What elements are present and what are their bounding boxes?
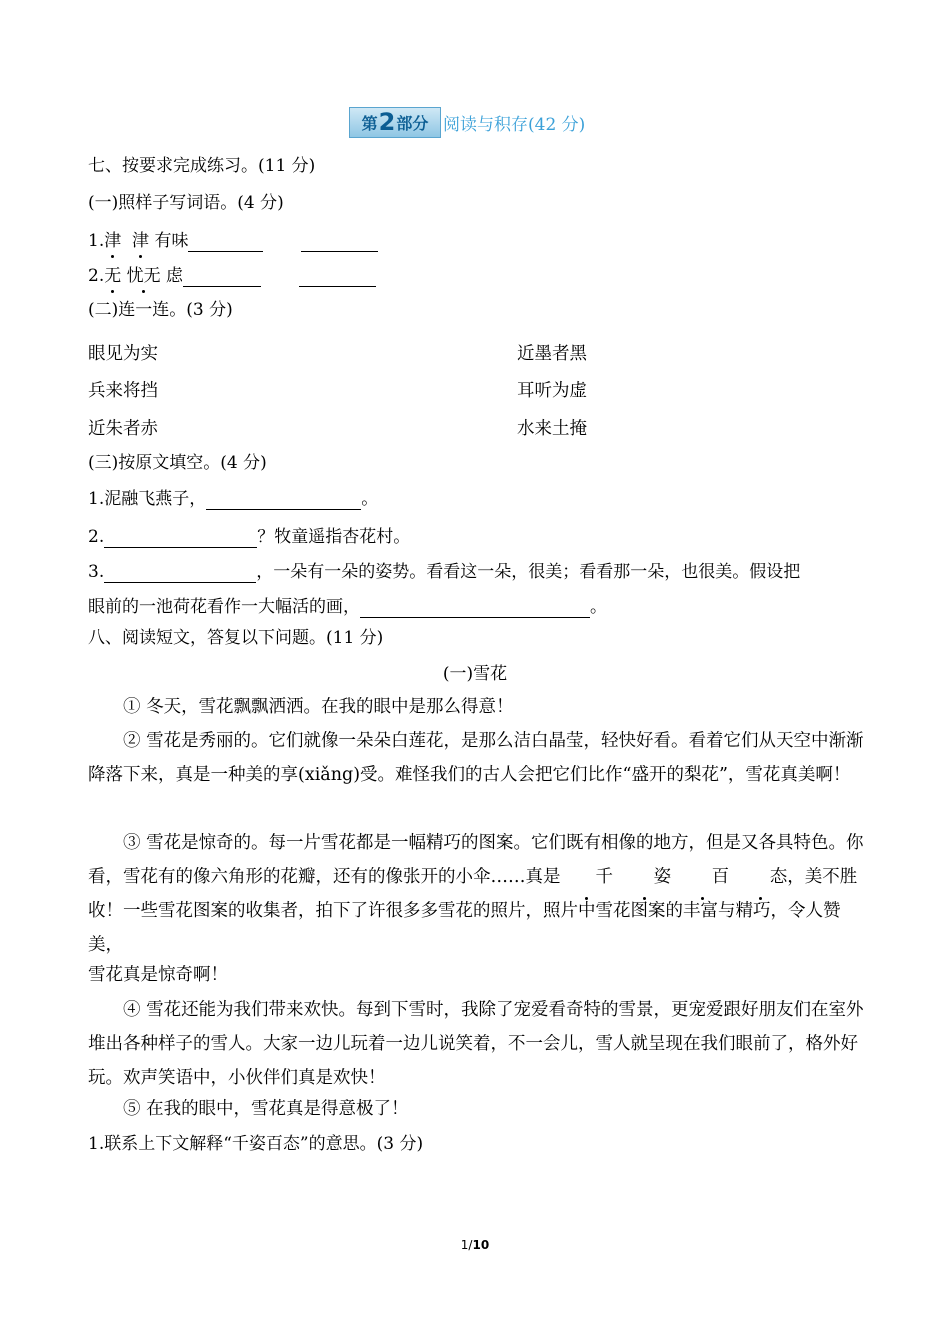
passage-paragraph-3-end: 雪花真是惊奇啊！ — [88, 965, 228, 985]
sub-3-title: (三)按原文填空。(4 分) — [88, 453, 267, 473]
badge-pre: 第 — [361, 113, 378, 133]
answer-blank[interactable] — [104, 529, 257, 548]
answer-blank[interactable] — [104, 564, 256, 583]
passage-paragraph-2: ② 雪花是秀丽的。它们就像一朵朵白莲花，是那么洁白晶莹，轻快好看。看着它们从天空中渐渐降落下来，真是一种美的享(xiǎng)受。难怪我们的古人会把它们比作“盛开的梨花”，雪花真美啊！ — [88, 731, 864, 785]
match-left-item[interactable]: 眼见为实 — [88, 344, 158, 364]
fill-question-1: 1.泥融飞燕子， 。 — [88, 489, 379, 509]
match-right-item[interactable]: 近墨者黑 — [517, 344, 587, 364]
fill-question-2: 2. ？牧童遥指杏花村。 — [88, 527, 411, 547]
passage-paragraph-3: ③ 雪花是惊奇的。每一片雪花都是一幅精巧的图案。它们既有相像的地方，但是又各具特色。你看，雪花有的像六角形的花瓣，还有的像张开的小伞……真是 千 姿 百 态，美不胜收！一些雪花图案的收集者，拍下了许很多多雪花的照片，照片中雪花图案的丰富与精巧，令人赞美， — [88, 833, 864, 955]
answer-blank[interactable] — [301, 233, 378, 252]
section-8-title: 八、阅读短文，答复以下问题。(11 分) — [88, 628, 384, 648]
word-question-2: 2.无 忧无 虑 — [88, 265, 376, 287]
badge-number: 2 — [378, 108, 396, 136]
match-left-item[interactable]: 兵来将挡 — [88, 381, 158, 401]
match-left-item[interactable]: 近朱者赤 — [88, 419, 158, 439]
passage-paragraph-1: ① 冬天，雪花飘飘洒洒。在我的眼中是那么得意！ — [123, 697, 514, 717]
passage-paragraph-4: ④ 雪花还能为我们带来欢快。每到下雪时，我除了宠爱看奇特的雪景，更宠爱跟好朋友们在室外堆出各种样子的雪人。大家一边儿玩着一边儿说笑着，不一会儿，雪人就呈现在我们眼前了，格外好玩。欢声笑语中，小伙伴们真是欢快！ — [88, 1000, 864, 1088]
word-question-1: 1.津 津 有味 — [88, 230, 378, 252]
sub-1-title: (一)照样子写词语。(4 分) — [88, 193, 284, 213]
badge-post: 部分 — [396, 113, 429, 133]
answer-blank[interactable] — [360, 599, 590, 618]
passage-paragraph-5: ⑤ 在我的眼中，雪花真是得意极了！ — [123, 1099, 409, 1119]
answer-blank[interactable] — [299, 268, 376, 287]
section-7-title: 七、按要求完成练习。(11 分) — [88, 156, 316, 176]
page-number: 1/10 — [460, 1238, 490, 1252]
match-right-item[interactable]: 耳听为虚 — [517, 381, 587, 401]
fill-question-3: 3. ，一朵有一朵的姿势。看看这一朵，很美；看看那一朵，也很美。假设把 — [88, 562, 801, 582]
reading-question-1: 1.联系上下文解释“千姿百态”的意思。(3 分) — [88, 1134, 424, 1154]
part-badge — [349, 107, 441, 138]
passage-title: (一)雪花 — [442, 664, 508, 684]
part-header — [349, 106, 585, 138]
answer-blank[interactable] — [206, 491, 361, 510]
part-title: 阅读与积存(42 分) — [443, 114, 586, 135]
answer-blank[interactable] — [188, 233, 263, 252]
sub-2-title: (二)连一连。(3 分) — [88, 300, 233, 320]
fill-question-3-cont: 眼前的一池荷花看作一大幅活的画， 。 — [88, 597, 607, 617]
match-right-item[interactable]: 水来土掩 — [517, 419, 587, 439]
answer-blank[interactable] — [183, 268, 261, 287]
